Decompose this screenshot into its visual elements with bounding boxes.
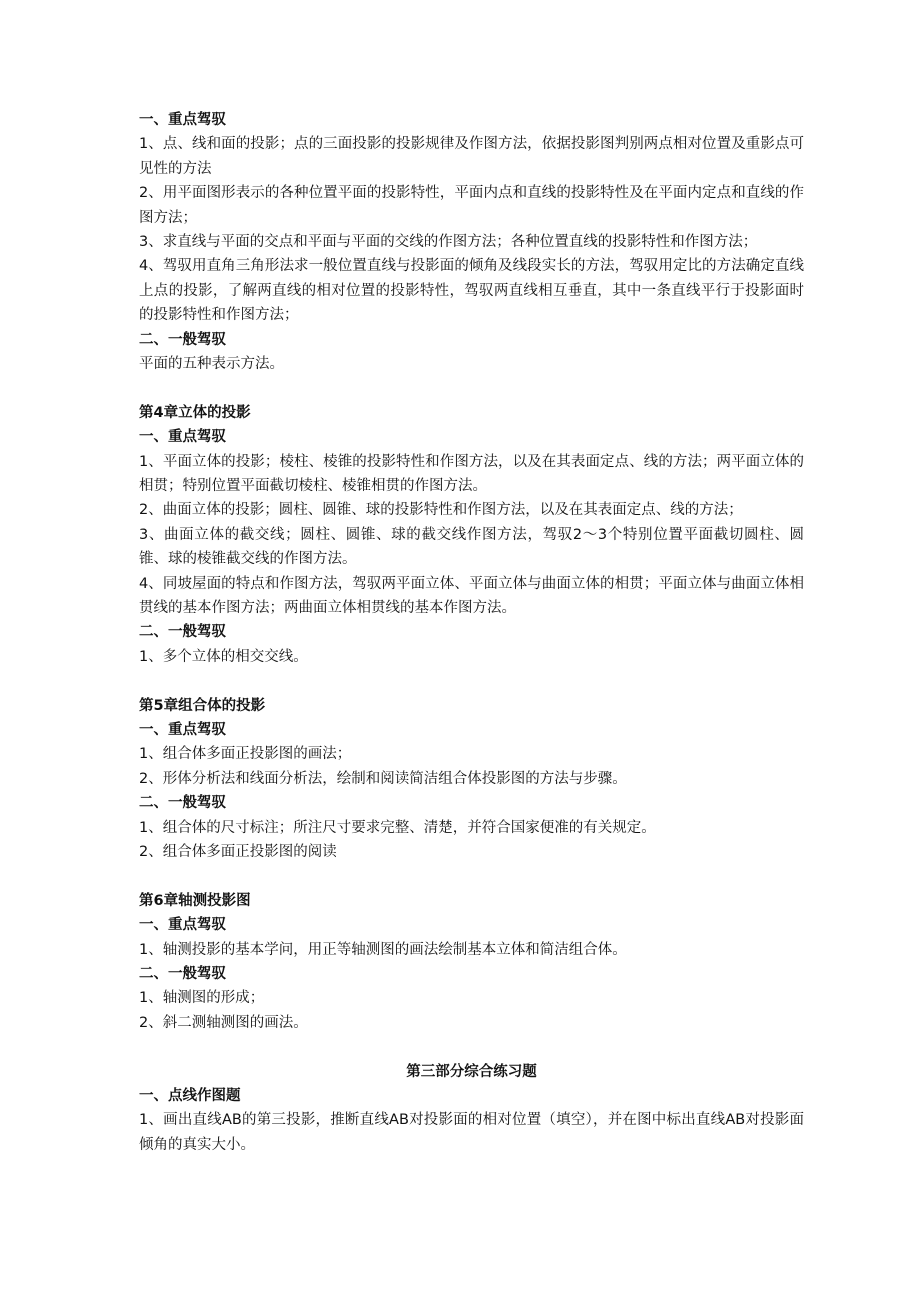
paragraph: 1、平面立体的投影；棱柱、棱锥的投影特性和作图方法，以及在其表面定点、线的方法；两平面立体的相贯；特别位置平面截切棱柱、棱锥相贯的作图方法。 — [139, 453, 804, 495]
chapter-title: 第5章组合体的投影 — [139, 697, 266, 714]
paragraph: 1、轴测图的形成； — [139, 990, 265, 1007]
paragraph: 3、曲面立体的截交线；圆柱、圆锥、球的截交线作图方法，驾驭2〜3个特别位置平面截切圆柱、圆锥、球的棱锥截交线的作图方法。 — [139, 526, 804, 568]
paragraph: 1、画出直线AB的第三投影，推断直线AB对投影面的相对位置（填空），并在图中标出直线AB对投影面倾角的真实大小。 — [139, 1112, 804, 1153]
paragraph: 2、组合体多面正投影图的阅读 — [139, 844, 337, 861]
spacer — [139, 1035, 804, 1059]
paragraph: 1、组合体的尺寸标注；所注尺寸要求完整、清楚，并符合国家便准的有关规定。 — [139, 819, 656, 836]
section-heading: 二、一般驾驭 — [139, 795, 226, 812]
paragraph: 4、同坡屋面的特点和作图方法，驾驭两平面立体、平面立体与曲面立体的相贯；平面立体与曲面立体相贯线的基本作图方法；两曲面立体相贯线的基本作图方法。 — [139, 575, 804, 617]
document-body — [139, 108, 804, 1157]
paragraph: 3、求直线与平面的交点和平面与平面的交线的作图方法；各种位置直线的投影特性和作图方法； — [139, 234, 758, 251]
spacer — [139, 376, 804, 400]
section-heading: 一、点线作图题 — [139, 1088, 241, 1104]
section-heading: 二、一般驾驭 — [139, 331, 226, 348]
paragraph: 2、斜二测轴测图的画法。 — [139, 1014, 308, 1031]
paragraph: 1、轴测投影的基本学问，用正等轴测图的画法绘制基本立体和简洁组合体。 — [139, 941, 627, 958]
chapter-title: 第4章立体的投影 — [139, 404, 251, 421]
spacer — [139, 669, 804, 693]
section-heading: 一、重点驾驭 — [139, 722, 226, 739]
chapter-title: 第6章轴测投影图 — [139, 892, 251, 909]
section-heading: 二、一般驾驭 — [139, 624, 226, 641]
paragraph: 2、用平面图形表示的各种位置平面的投影特性，平面内点和直线的投影特性及在平面内定点和直线的作图方法； — [139, 185, 804, 226]
section-heading: 一、重点驾驭 — [139, 917, 226, 934]
paragraph: 1、点、线和面的投影；点的三面投影的投影规律及作图方法，依据投影图判别两点相对位置及重影点可见性的方法 — [139, 136, 804, 177]
paragraph: 2、形体分析法和线面分析法，绘制和阅读简洁组合体投影图的方法与步骤。 — [139, 770, 627, 787]
paragraph: 1、多个立体的相交交线。 — [139, 648, 308, 665]
section-heading: 二、一般驾驭 — [139, 966, 226, 983]
section-heading: 一、重点驾驭 — [139, 112, 226, 128]
section-heading: 一、重点驾驭 — [139, 429, 226, 446]
spacer — [139, 864, 804, 888]
paragraph: 平面的五种表示方法。 — [139, 356, 284, 373]
part-title: 第三部分综合练习题 — [406, 1063, 537, 1080]
paragraph: 2、曲面立体的投影；圆柱、圆锥、球的投影特性和作图方法，以及在其表面定点、线的方法； — [139, 502, 743, 519]
paragraph: 4、驾驭用直角三角形法求一般位置直线与投影面的倾角及线段实长的方法，驾驭用定比的方法确定直线上点的投影，了解两直线的相对位置的投影特性，驾驭两直线相互垂直，其中一条直线平行于投影面时的投影特性和作图方法； — [139, 258, 804, 324]
paragraph: 1、组合体多面正投影图的画法； — [139, 746, 352, 763]
